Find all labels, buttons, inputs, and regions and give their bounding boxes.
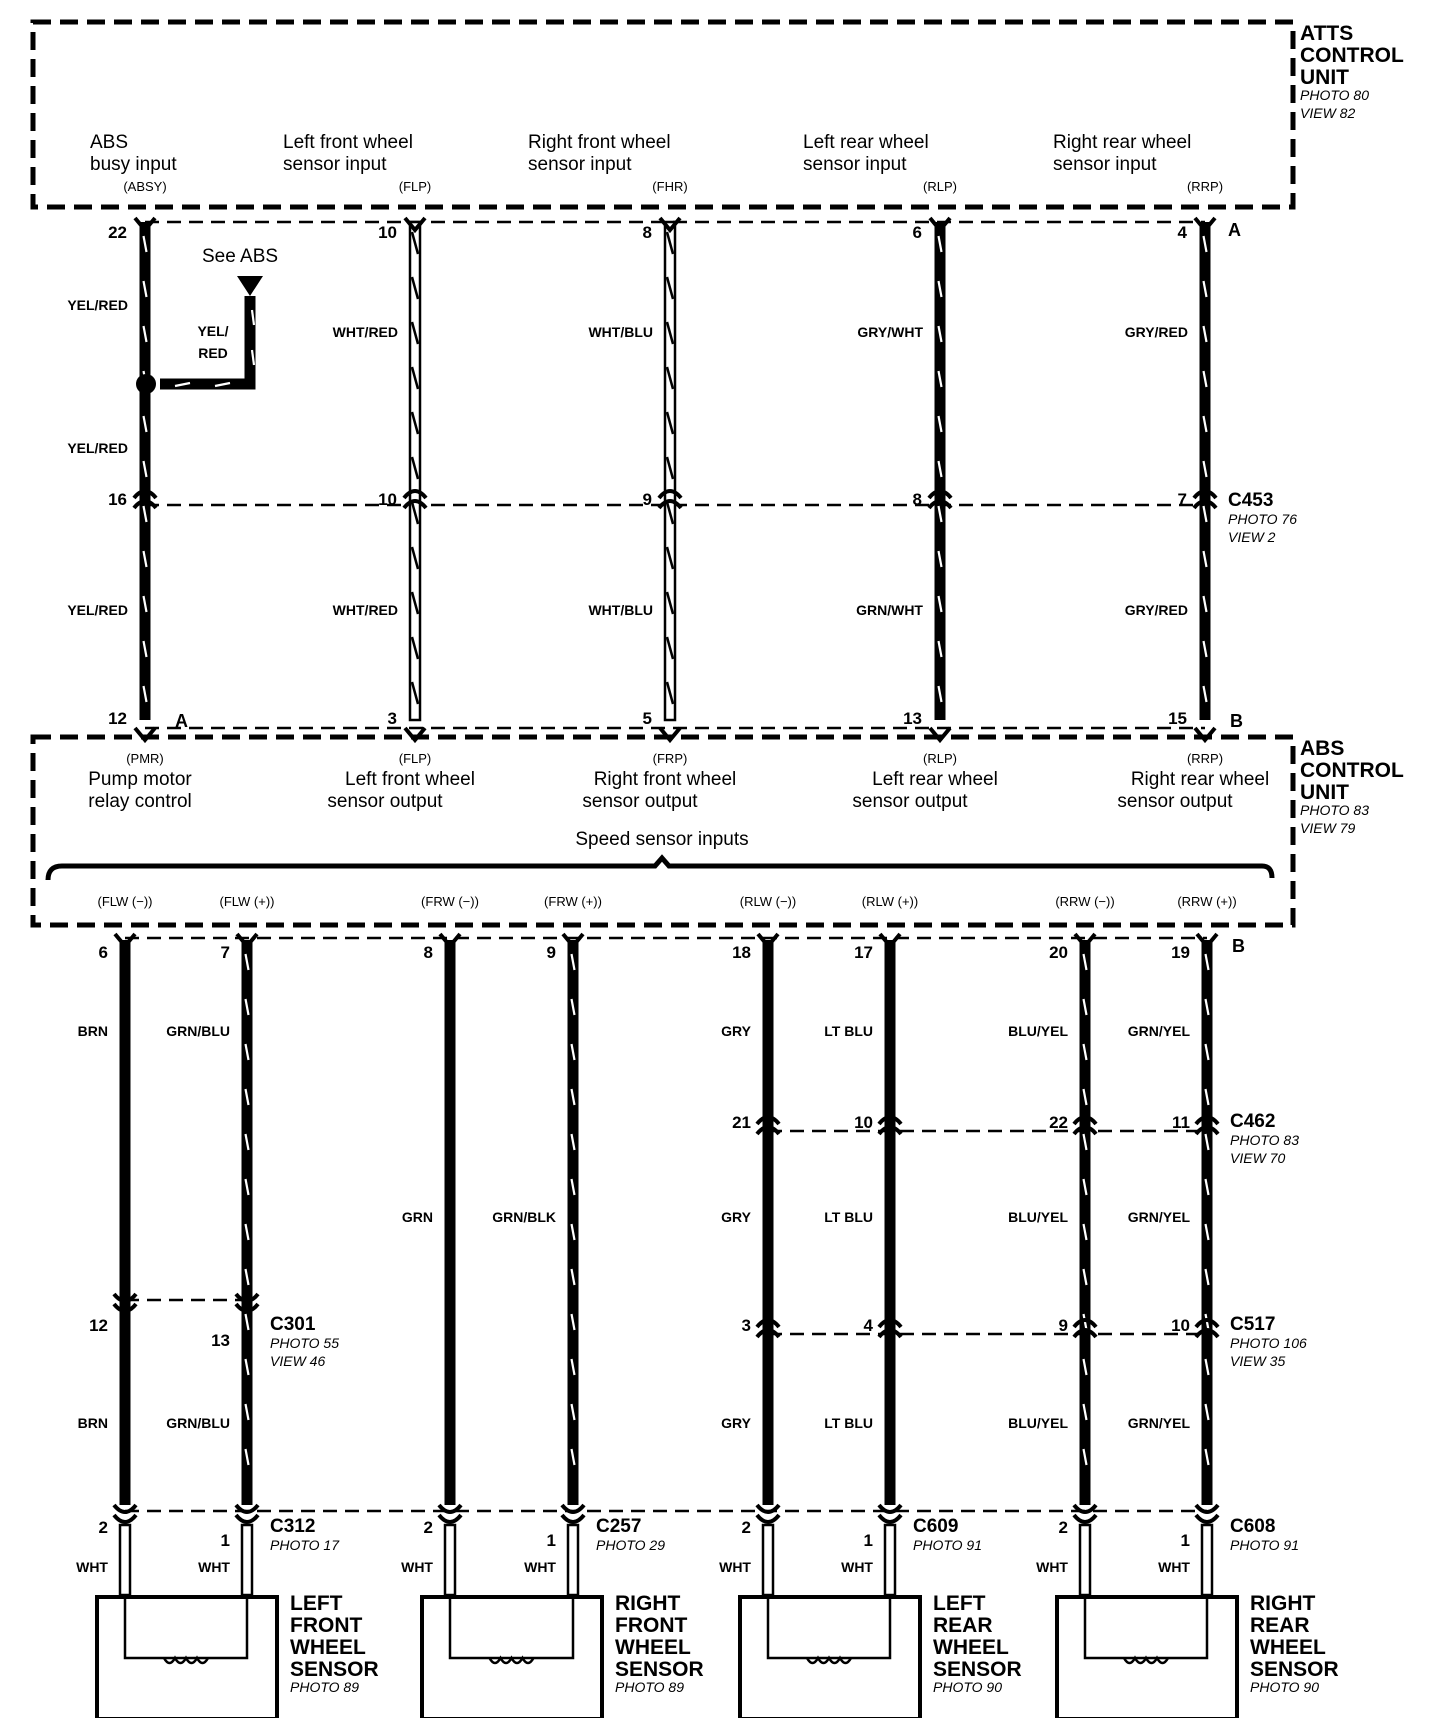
atts-title-line: CONTROL	[1300, 44, 1404, 67]
wire-color-label: GRY/WHT	[857, 324, 923, 340]
wire-color-label: GRN/BLU	[166, 1023, 230, 1039]
wire-color-label: GRN/YEL	[1127, 1023, 1190, 1039]
wire-color-label: WHT	[1036, 1559, 1068, 1575]
atts-pin-number: 10	[378, 223, 397, 242]
sensor-pin-number: 2	[98, 1518, 108, 1537]
c462-pin-number: 11	[1172, 1113, 1190, 1132]
c609-photo: PHOTO 91	[913, 1537, 982, 1553]
wire-color-label: WHT	[841, 1559, 873, 1575]
abs-output-label: Left front wheel	[345, 769, 475, 790]
wire-color-label: YEL/RED	[67, 297, 128, 313]
abs-view: VIEW 79	[1300, 820, 1356, 836]
abs-pin-number: 20	[1049, 943, 1068, 962]
wire	[572, 940, 575, 1505]
wire-color-label: GRY/RED	[1124, 602, 1188, 618]
abs-title-line: UNIT	[1300, 781, 1349, 804]
c301-pin-number: 12	[89, 1316, 108, 1335]
connector-side-letter: B	[1232, 936, 1245, 956]
c517-pin-number: 3	[741, 1316, 751, 1335]
abs-pin-number: 7	[220, 943, 230, 962]
speed-input-code: (FRW (−))	[421, 894, 479, 909]
abs-pin-number: 13	[903, 709, 922, 728]
atts-pin-number: 8	[642, 223, 652, 242]
wire-color-label: WHT	[719, 1559, 751, 1575]
abs-pin-number: 12	[108, 709, 127, 728]
c609-name: C609	[913, 1516, 959, 1537]
speed-input-code: (FRW (+))	[544, 894, 602, 909]
c517-pin-number: 10	[1171, 1316, 1190, 1335]
wire-color-label: WHT	[1158, 1559, 1190, 1575]
wire-color-label: WHT/RED	[332, 324, 398, 340]
wheel-sensor	[740, 1592, 1022, 1718]
abs-unit-title	[1300, 737, 1404, 836]
abs-output-code: (RRP)	[1186, 751, 1224, 766]
lower-wires	[76, 934, 1218, 1595]
wire-color-label: YEL/RED	[67, 440, 128, 456]
c453-pin-number: 7	[1177, 490, 1187, 509]
c301-name: C301	[270, 1314, 316, 1335]
sensor-photo: PHOTO 89	[290, 1679, 359, 1695]
abs-output-code: (RLP)	[923, 751, 957, 766]
abs-output-label: Right rear wheel	[1130, 769, 1270, 790]
atts-input-code: (ABSY)	[123, 179, 167, 194]
wire	[410, 222, 420, 720]
sensor-name-line: SENSOR	[1250, 1658, 1339, 1681]
abs-output-label: relay control	[88, 791, 192, 812]
c462-pin-number: 21	[732, 1113, 751, 1132]
sensor-pin-number: 1	[546, 1531, 556, 1550]
abs-pin-number: 18	[732, 943, 751, 962]
wire-color-label: GRY	[721, 1415, 751, 1431]
atts-input-label: Right front wheel	[528, 132, 671, 153]
sensor-name-line: FRONT	[615, 1614, 688, 1637]
c453-view: VIEW 2	[1228, 529, 1276, 545]
abs-output-code: (FRP)	[652, 751, 688, 766]
sensor-name-line: SENSOR	[615, 1658, 704, 1681]
abs-output-code: (FLP)	[398, 751, 432, 766]
sensor-name-line: RIGHT	[1250, 1592, 1316, 1615]
c453-name: C453	[1228, 490, 1274, 511]
c462-name: C462	[1230, 1111, 1276, 1132]
abs-pin-number: 9	[546, 943, 556, 962]
sensor-photo: PHOTO 90	[1250, 1679, 1319, 1695]
wire	[1084, 940, 1087, 1505]
sensor-name-line: FRONT	[290, 1614, 363, 1637]
wire-color-label: LT BLU	[824, 1023, 873, 1039]
c517-view: VIEW 35	[1230, 1353, 1286, 1369]
wire-color-label: GRN/BLU	[166, 1415, 230, 1431]
sensor-name-line: SENSOR	[933, 1658, 1022, 1681]
atts-input-code: (FLP)	[398, 179, 432, 194]
abs-output-label: sensor output	[327, 791, 443, 812]
wire-color-label: BLU/YEL	[1008, 1023, 1068, 1039]
wire	[1206, 940, 1209, 1505]
speed-input-code: (FLW (+))	[219, 894, 275, 909]
connector-side-letter: A	[1228, 220, 1241, 240]
c453-pin-number: 16	[108, 490, 127, 509]
sensor-pin-number: 1	[863, 1531, 873, 1550]
abs-pin-number: 17	[854, 943, 873, 962]
atts-photo: PHOTO 80	[1300, 87, 1369, 103]
wire-color-label: BRN	[77, 1415, 108, 1431]
wire-color-label: WHT	[524, 1559, 556, 1575]
sensor-photo: PHOTO 90	[933, 1679, 1002, 1695]
wire	[144, 222, 147, 720]
c301-view: VIEW 46	[270, 1353, 326, 1369]
atts-input-code: (RRP)	[1186, 179, 1224, 194]
sensor-name-line: SENSOR	[290, 1658, 379, 1681]
wire-color-label: BLU/YEL	[1008, 1415, 1068, 1431]
wire-color-label: GRN/BLK	[492, 1209, 556, 1225]
atts-title-line: ATTS	[1300, 22, 1354, 45]
atts-pin-number: 4	[1177, 223, 1187, 242]
connector-side-letter: A	[175, 711, 188, 731]
wire-color-label: RED	[198, 345, 228, 361]
sensor-name-line: REAR	[933, 1614, 993, 1637]
atts-input-label: Right rear wheel	[1053, 132, 1192, 153]
c608-photo: PHOTO 91	[1230, 1537, 1299, 1553]
wire-color-label: BLU/YEL	[1008, 1209, 1068, 1225]
sensor-pin-number: 1	[1180, 1531, 1190, 1550]
abs-title-line: ABS	[1300, 737, 1345, 760]
connector-labels	[270, 1111, 1307, 1553]
sensor-pin-number: 2	[741, 1518, 751, 1537]
wire-color-label: LT BLU	[824, 1415, 873, 1431]
abs-outputs	[88, 751, 1269, 850]
atts-input-label: Left front wheel	[283, 132, 413, 153]
atts-pin-number: 22	[108, 223, 127, 242]
abs-output-label: Pump motor	[88, 769, 192, 790]
speed-input-code: (RLW (+))	[861, 894, 919, 909]
wire-color-label: WHT	[76, 1559, 108, 1575]
wire-color-label: WHT/BLU	[588, 324, 653, 340]
wire-color-label: WHT/BLU	[588, 602, 653, 618]
abs-output-label: Right front wheel	[593, 769, 737, 790]
c462-pin-number: 10	[854, 1113, 873, 1132]
wire-color-label: GRN	[401, 1209, 433, 1225]
speed-sensor-inputs-label: Speed sensor inputs	[575, 829, 749, 850]
atts-view: VIEW 82	[1300, 105, 1356, 121]
sensor-name-line: LEFT	[933, 1592, 986, 1615]
wire-color-label: GRN/YEL	[1127, 1209, 1190, 1225]
c517-pin-number: 4	[863, 1316, 873, 1335]
atts-title-line: UNIT	[1300, 66, 1349, 89]
connector-side-letter: B	[1230, 711, 1243, 731]
wire-color-label: WHT	[198, 1559, 230, 1575]
abs-photo: PHOTO 83	[1300, 802, 1369, 818]
sensor-name-line: WHEEL	[1250, 1636, 1326, 1659]
c257-photo: PHOTO 29	[596, 1537, 665, 1553]
c453-label	[1228, 490, 1297, 545]
wheel-sensor	[1057, 1592, 1339, 1718]
abs-output-label: Left rear wheel	[872, 769, 998, 790]
splice-point	[136, 374, 156, 394]
wire	[1204, 222, 1207, 720]
abs-output-label: sensor output	[852, 791, 968, 812]
wire	[246, 940, 249, 1505]
wire-color-label: YEL/RED	[67, 602, 128, 618]
atts-input-code: (RLP)	[923, 179, 957, 194]
abs-pin-number: 3	[387, 709, 397, 728]
wire-color-label: BRN	[77, 1023, 108, 1039]
c453-pin-number: 9	[642, 490, 652, 509]
wire-color-label: LT BLU	[824, 1209, 873, 1225]
atts-input-label: sensor input	[803, 154, 907, 175]
sensor-photo: PHOTO 89	[615, 1679, 684, 1695]
speed-input-code: (RLW (−))	[739, 894, 797, 909]
c462-photo: PHOTO 83	[1230, 1132, 1299, 1148]
c312-photo: PHOTO 17	[270, 1537, 339, 1553]
see-abs-label: See ABS	[202, 246, 279, 267]
sensor-pin-number: 2	[423, 1518, 433, 1537]
sensor-name-line: WHEEL	[933, 1636, 1009, 1659]
wire	[939, 222, 942, 720]
atts-input-label: ABS	[90, 132, 129, 153]
wire-color-label: YEL/	[197, 323, 229, 339]
wire-color-label: GRN/YEL	[1127, 1415, 1190, 1431]
atts-inputs	[90, 132, 1223, 194]
c608-name: C608	[1230, 1516, 1276, 1537]
c517-photo: PHOTO 106	[1230, 1335, 1307, 1351]
c257-name: C257	[596, 1516, 642, 1537]
atts-input-label: sensor input	[528, 154, 632, 175]
c453-pin-number: 10	[378, 490, 397, 509]
wire	[665, 222, 675, 720]
wheel-sensor	[422, 1592, 704, 1718]
sensor-name-line: LEFT	[290, 1592, 343, 1615]
c301-photo: PHOTO 55	[270, 1335, 339, 1351]
c517-pin-number: 9	[1058, 1316, 1068, 1335]
speed-input-code: (RRW (+))	[1177, 894, 1237, 909]
c462-view: VIEW 70	[1230, 1150, 1286, 1166]
wire-color-label: GRN/WHT	[856, 602, 923, 618]
upper-wires	[67, 218, 1243, 740]
c462-pin-number: 22	[1049, 1113, 1068, 1132]
abs-pin-number: 6	[98, 943, 108, 962]
atts-input-label: Left rear wheel	[803, 132, 929, 153]
speed-sensor-brace	[48, 858, 1272, 880]
atts-input-label: sensor input	[1053, 154, 1157, 175]
c312-name: C312	[270, 1516, 316, 1537]
speed-input-code: (RRW (−))	[1055, 894, 1115, 909]
c517-name: C517	[1230, 1314, 1276, 1335]
abs-output-label: sensor output	[1117, 791, 1233, 812]
arrow-down-icon	[237, 276, 263, 296]
abs-output-code: (PMR)	[126, 751, 164, 766]
atts-input-label: busy input	[90, 154, 177, 175]
atts-input-code: (FHR)	[652, 179, 688, 194]
abs-output-label: sensor output	[582, 791, 698, 812]
atts-unit-title	[1300, 22, 1404, 121]
c453-photo: PHOTO 76	[1228, 511, 1297, 527]
wire-color-label: GRY	[721, 1023, 751, 1039]
wire-color-label: WHT/RED	[332, 602, 398, 618]
abs-pin-number: 5	[642, 709, 652, 728]
wire-color-label: GRY/RED	[1124, 324, 1188, 340]
c301-pin-number: 13	[211, 1331, 230, 1350]
wheel-sensor	[97, 1592, 379, 1718]
atts-input-label: sensor input	[283, 154, 387, 175]
abs-pin-number: 8	[423, 943, 433, 962]
wire-color-label: WHT	[401, 1559, 433, 1575]
sensor-name-line: WHEEL	[615, 1636, 691, 1659]
sensor-name-line: REAR	[1250, 1614, 1310, 1637]
sensor-pin-number: 1	[220, 1531, 230, 1550]
atts-pin-number: 6	[912, 223, 922, 242]
c453-pin-number: 8	[912, 490, 922, 509]
sensor-name-line: WHEEL	[290, 1636, 366, 1659]
speed-input-code: (FLW (−))	[97, 894, 153, 909]
abs-title-line: CONTROL	[1300, 759, 1404, 782]
wire-color-label: GRY	[721, 1209, 751, 1225]
see-abs-branch	[136, 246, 278, 394]
sensor-pin-number: 2	[1058, 1518, 1068, 1537]
abs-pin-number: 19	[1171, 943, 1190, 962]
sensor-name-line: RIGHT	[615, 1592, 681, 1615]
wheel-sensors	[97, 1592, 1339, 1718]
abs-pin-number: 15	[1168, 709, 1187, 728]
